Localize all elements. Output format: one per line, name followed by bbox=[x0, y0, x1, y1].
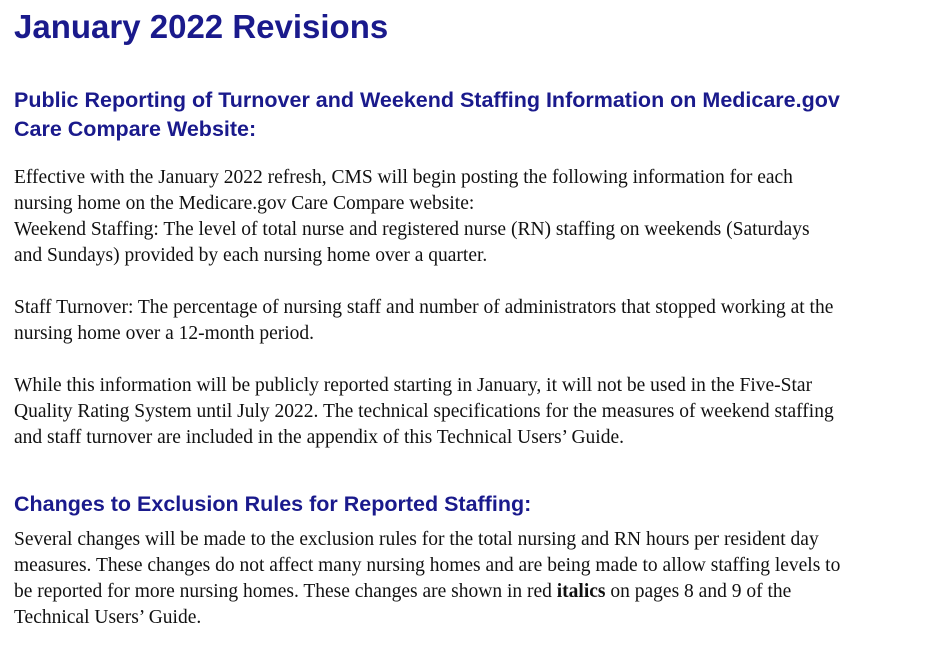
paragraph-line: and staff turnover are included in the appendix of this Technical Users’ Guide. bbox=[14, 427, 624, 448]
emphasis-italics-word: italics bbox=[556, 581, 606, 602]
paragraph-exclusion-changes bbox=[14, 527, 914, 631]
section-heading-line: Care Compare Website: bbox=[14, 117, 257, 141]
paragraph-line: Weekend Staffing: The level of total nurse and registered nurse (RN) staffing on weekends (Saturdays bbox=[14, 219, 810, 240]
paragraph-line: and Sundays) provided by each nursing home over a quarter. bbox=[14, 245, 488, 266]
paragraph-line: Staff Turnover: The percentage of nursing staff and number of administrators that stopped working at the bbox=[14, 297, 834, 318]
paragraph-line bbox=[14, 579, 914, 605]
paragraph-line: While this information will be publicly reported starting in January, it will not be used in the Five-Star bbox=[14, 375, 813, 396]
paragraph-line: Effective with the January 2022 refresh, CMS will begin posting the following information for each bbox=[14, 167, 793, 188]
paragraph-text: on pages 8 and 9 of the bbox=[605, 581, 792, 602]
document-page bbox=[14, 0, 914, 631]
paragraph-line: measures. These changes do not affect many nursing homes and are being made to allow staffing levels to bbox=[14, 555, 841, 576]
paragraph-effective-january bbox=[14, 165, 914, 269]
page-title: January 2022 Revisions bbox=[14, 8, 389, 45]
paragraph-line: Quality Rating System until July 2022. The technical specifications for the measures of weekend staffing bbox=[14, 401, 834, 422]
paragraph-line: nursing home on the Medicare.gov Care Compare website: bbox=[14, 193, 475, 214]
paragraph-line: Several changes will be made to the exclusion rules for the total nursing and RN hours per resident day bbox=[14, 529, 819, 550]
paragraph-line: Technical Users’ Guide. bbox=[14, 607, 202, 628]
paragraph-five-star-note bbox=[14, 373, 914, 451]
section-heading-public-reporting bbox=[14, 86, 914, 144]
section-heading-exclusion-rules: Changes to Exclusion Rules for Reported Staffing: bbox=[14, 492, 532, 516]
paragraph-staff-turnover bbox=[14, 295, 914, 347]
section-heading-line: Public Reporting of Turnover and Weekend Staffing Information on Medicare.gov bbox=[14, 88, 840, 112]
paragraph-text: be reported for more nursing homes. These changes are shown in red bbox=[14, 581, 557, 602]
paragraph-line: nursing home over a 12-month period. bbox=[14, 323, 315, 344]
